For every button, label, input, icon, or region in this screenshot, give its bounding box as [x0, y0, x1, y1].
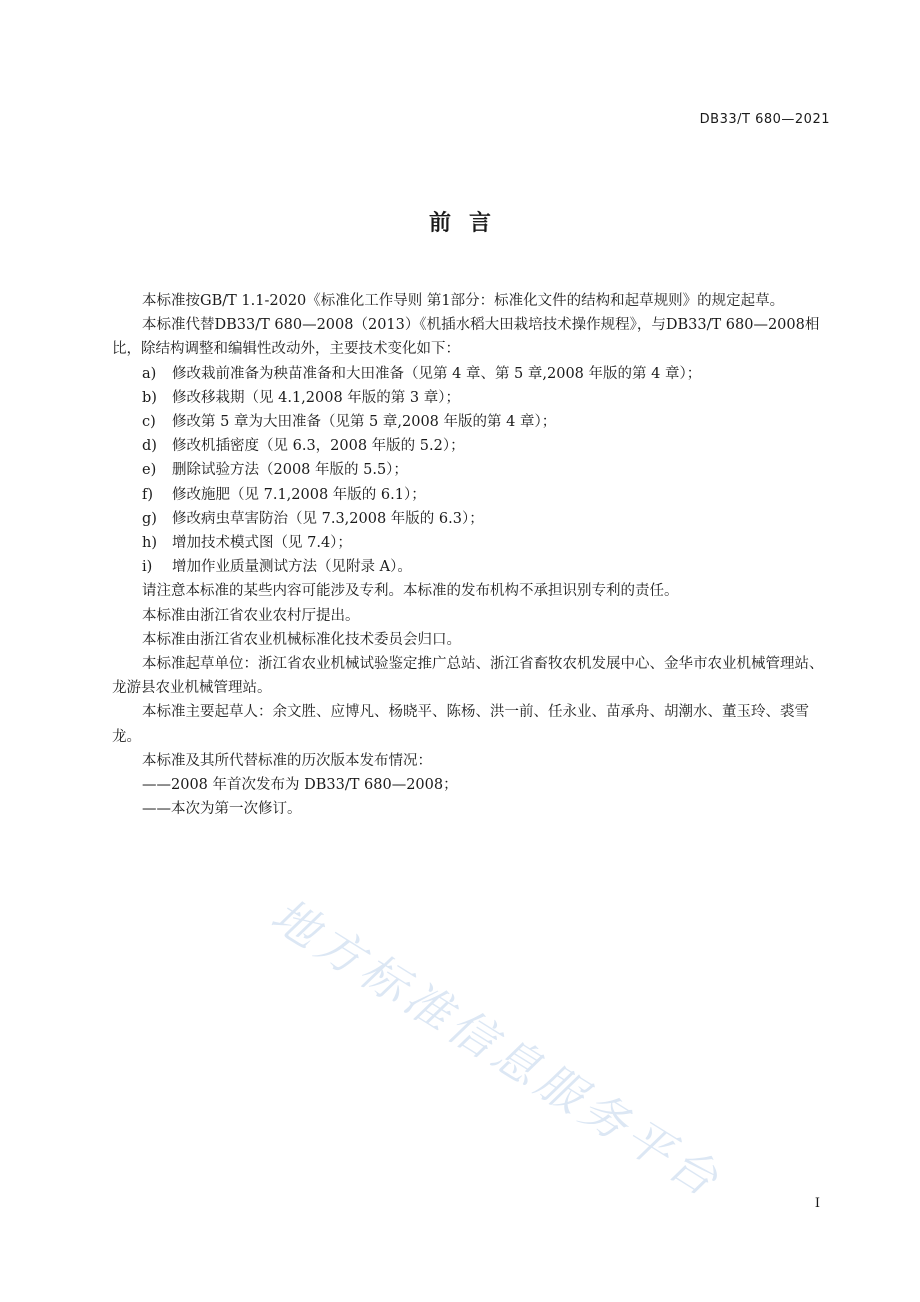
list-item	[112, 386, 834, 410]
page-title: 前言	[428, 211, 509, 236]
watermark: 地方标准信息服务平台	[262, 887, 732, 1209]
list-item-label: b)	[142, 389, 157, 406]
list-item-label: d)	[142, 438, 157, 455]
list-item-label: h)	[142, 535, 157, 552]
drafters: 本标准主要起草人：余文胜、应博凡、杨晓平、陈杨、洪一前、任永业、苗承舟、胡潮水、董玉玲、裘雪龙。	[112, 704, 809, 745]
list-item	[112, 434, 834, 458]
version-history-heading: 本标准及其所代替标准的历次版本发布情况：	[142, 752, 432, 769]
list-item	[112, 555, 834, 579]
patent-notice: 请注意本标准的某些内容可能涉及专利。本标准的发布机构不承担识别专利的责任。	[142, 583, 679, 600]
list-item-text: 修改机插密度（见 6.3，2008 年版的 5.2）；	[172, 438, 465, 455]
list-item-text: 删除试验方法（2008 年版的 5.5）；	[172, 462, 408, 479]
list-item-label: g)	[142, 510, 157, 527]
version-history-item: ——本次为第一次修订。	[142, 801, 302, 818]
list-item	[112, 531, 834, 555]
list-item-label: i)	[142, 559, 153, 576]
list-item-text: 修改第 5 章为大田准备（见第 5 章,2008 年版的第 4 章）；	[172, 414, 557, 431]
intro-paragraph-2: 本标准代替DB33/T 680—2008（2013）《机插水稻大田栽培技术操作规程》，与DB33/T 680—2008相比，除结构调整和编辑性改动外，主要技术变化如下：	[112, 317, 820, 358]
list-item-text: 增加技术模式图（见 7.4）；	[172, 535, 352, 552]
list-item-label: c)	[142, 414, 156, 431]
intro-paragraph-1: 本标准按GB/T 1.1-2020《标准化工作导则 第1部分：标准化文件的结构和起草规则》的规定起草。	[142, 293, 785, 309]
list-item-label: a)	[142, 365, 157, 382]
version-history-item: ——2008 年首次发布为 DB33/T 680—2008；	[142, 777, 458, 794]
foreword-body	[112, 289, 834, 821]
list-item	[112, 507, 834, 531]
committee-statement: 本标准由浙江省农业机械标准化技术委员会归口。	[142, 631, 461, 648]
list-item-text: 增加作业质量测试方法（见附录 A）。	[172, 559, 412, 576]
list-item	[112, 483, 834, 507]
list-item-label: f)	[142, 486, 154, 503]
list-item-text: 修改施肥（见 7.1,2008 年版的 6.1）；	[172, 486, 426, 503]
list-item-text: 修改病虫草害防治（见 7.3,2008 年版的 6.3）；	[172, 510, 484, 527]
list-item-label: e)	[142, 462, 157, 479]
list-item-text: 修改移栽期（见 4.1,2008 年版的第 3 章）；	[172, 389, 460, 406]
list-item	[112, 410, 834, 434]
list-item	[112, 362, 834, 386]
document-code: DB33/T 680—2021	[699, 112, 830, 127]
drafting-units: 本标准起草单位：浙江省农业机械试验鉴定推广总站、浙江省畜牧农机发展中心、金华市农业机械管理站、龙游县农业机械管理站。	[112, 656, 824, 697]
changes-list	[112, 362, 834, 580]
proposer-statement: 本标准由浙江省农业农村厅提出。	[142, 607, 360, 624]
list-item-text: 修改栽前准备为秧苗准备和大田准备（见第 4 章、第 5 章,2008 年版的第 4 章）；	[172, 365, 702, 382]
list-item	[112, 458, 834, 482]
page-number: I	[814, 1196, 820, 1211]
